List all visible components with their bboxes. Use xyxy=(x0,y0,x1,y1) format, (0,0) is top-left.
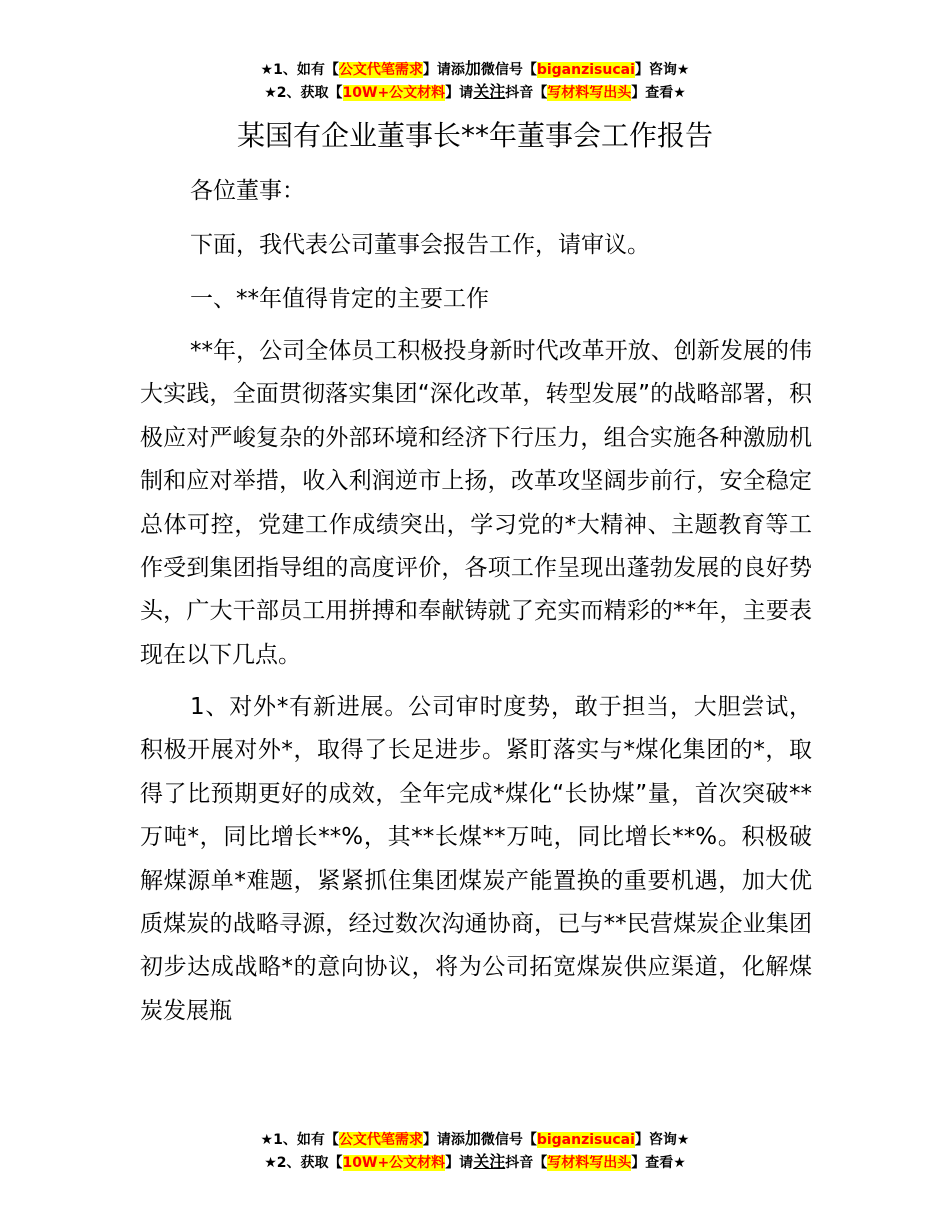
banner-emphasis: 关注 xyxy=(473,1152,506,1171)
body-paragraph-2 xyxy=(140,686,812,1033)
banner-highlight: 公文代笔需求 xyxy=(338,62,423,78)
bottom-banner xyxy=(0,1128,950,1174)
banner-text: 】请添 xyxy=(422,1132,465,1148)
salutation-text: 各位董事： xyxy=(190,178,305,204)
banner-line-1 xyxy=(0,58,950,81)
salutation xyxy=(140,170,812,213)
paragraph-text: 1、对外*有新进展。公司审时度势，敢于担当，大胆尝试，积极开展对外*，取得了长足进步。紧盯落实与*煤化集团的*，取得了比预期更好的成效，全年完成*煤化“长协煤”量，首次突破**万吨*，同比增长**%，其**长煤**万吨，同比增长**%。积极破解煤源单*难题，紧紧抓住集团煤炭产能置换的重要机遇，加大优质煤炭的战略寻源，经过数次沟通协商，已与**民营煤炭企业集团初步达成战略*的意向协议，将为公司拓宽煤炭供应渠道，化解煤炭发展瓶 xyxy=(140,694,812,1024)
banner-highlight: 10W+公文材料 xyxy=(342,85,446,101)
banner-text: 】咨询★ xyxy=(634,1132,690,1148)
banner-emphasis: 加 xyxy=(464,59,481,78)
banner-line-2 xyxy=(0,1151,950,1174)
banner-highlight: 写材料写出头 xyxy=(547,85,632,101)
banner-text: 抖音【 xyxy=(505,1155,548,1171)
banner-highlight: biganzisucai xyxy=(536,1132,635,1148)
banner-text: 】查看★ xyxy=(631,1155,686,1171)
banner-text: 】请添 xyxy=(422,62,465,78)
intro-paragraph xyxy=(140,224,812,267)
banner-text: 微信号【 xyxy=(480,62,537,78)
banner-text: 微信号【 xyxy=(480,1132,537,1148)
banner-emphasis: 加 xyxy=(464,1129,481,1148)
body-paragraph-1 xyxy=(140,330,812,677)
section-heading-text: 一、**年值得肯定的主要工作 xyxy=(190,286,489,312)
banner-highlight: biganzisucai xyxy=(536,62,635,78)
banner-highlight: 写材料写出头 xyxy=(547,1155,632,1171)
paragraph-text: **年，公司全体员工积极投身新时代改革开放、创新发展的伟大实践，全面贯彻落实集团“深化改革，转型发展”的战略部署，积极应对严峻复杂的外部环境和经济下行压力，组合实施各种激励机制和应对举措，收入利润逆市上扬，改革攻坚阔步前行，安全稳定总体可控，党建工作成绩突出，学习党的*大精神、主题教育等工作受到集团指导组的高度评价，各项工作呈现出蓬勃发展的良好势头，广大干部员工用拼搏和奉献铸就了充实而精彩的**年，主要表现在以下几点。 xyxy=(140,338,812,668)
banner-highlight: 公文代笔需求 xyxy=(338,1132,423,1148)
banner-highlight: 10W+公文材料 xyxy=(342,1155,446,1171)
document-title: 某国有企业董事长**年董事会工作报告 xyxy=(236,119,713,152)
banner-text: 】咨询★ xyxy=(634,62,690,78)
section-heading xyxy=(140,278,812,321)
top-banner xyxy=(0,58,950,104)
banner-text: 】请 xyxy=(445,85,474,101)
banner-text: ★1、如有【 xyxy=(260,1132,339,1148)
banner-text: ★2、获取【 xyxy=(264,1155,343,1171)
banner-line-2 xyxy=(0,81,950,104)
intro-text: 下面，我代表公司董事会报告工作，请审议。 xyxy=(190,232,650,258)
banner-text: 】请 xyxy=(445,1155,474,1171)
banner-emphasis: 关注 xyxy=(473,82,506,101)
banner-text: 抖音【 xyxy=(505,85,548,101)
banner-text: ★2、获取【 xyxy=(264,85,343,101)
banner-text: ★1、如有【 xyxy=(260,62,339,78)
banner-line-1 xyxy=(0,1128,950,1151)
banner-text: 】查看★ xyxy=(631,85,686,101)
